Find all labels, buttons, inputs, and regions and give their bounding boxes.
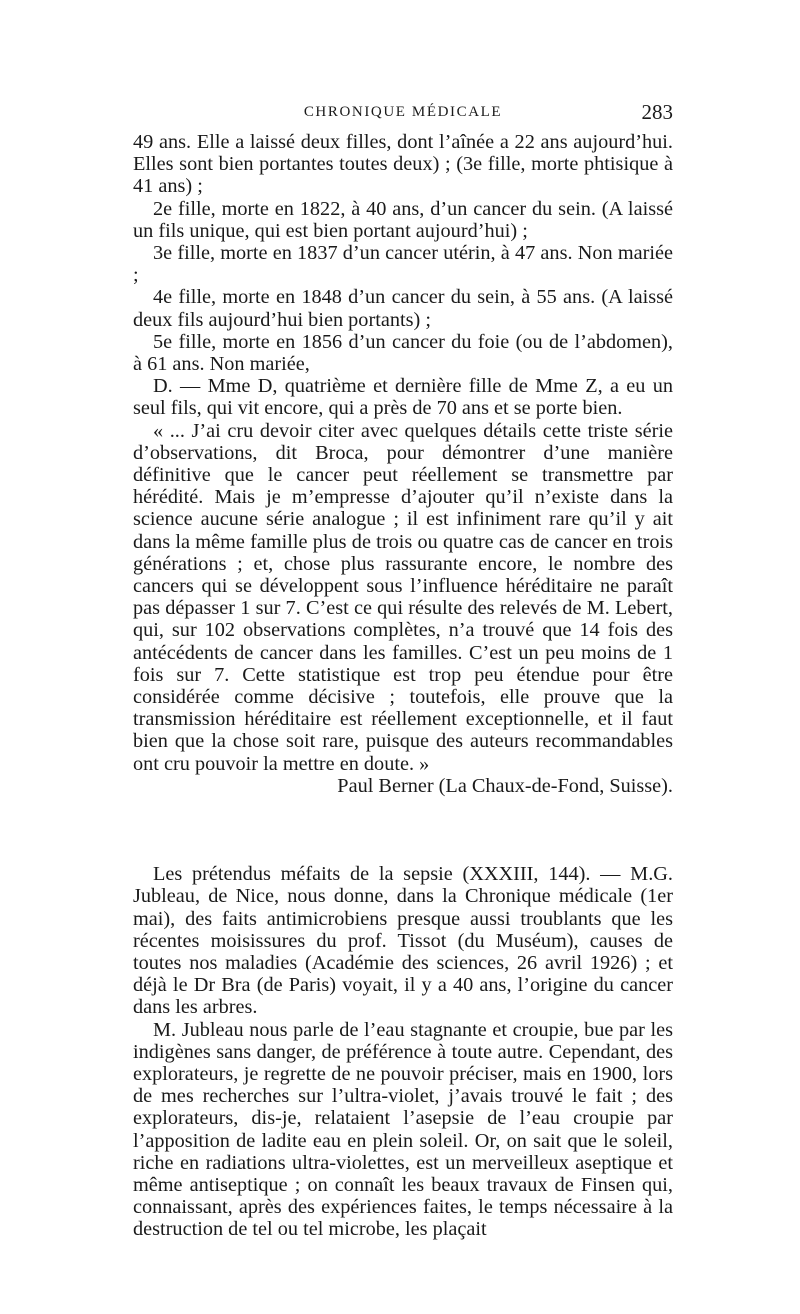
paragraph-jubleau: M. Jubleau nous parle de l’eau stagnante et croupie, bue par les indigènes sans danger, de préférence à toute autre. Cependant, des explorateurs, je regrette de ne pouvoir préciser, mais en 1900, lors de mes recherches sur l’ultra-violet, j’avais trouvé le fait ; des explorateurs, dis-je, relataient l’asepsie de l’eau croupie par l’apposition de ladite eau en plein soleil. Or, on sait que le soleil, riche en radiations ultra-violettes, est un merveilleux aseptique et même antiseptique ; on connaît les beaux travaux de Finsen qui, connaissant, après des expériences faites, le temps nécessaire à la destruction de tel ou tel microbe, les plaçait: [133, 1018, 673, 1241]
paragraph-fourth-daughter: 4e fille, morte en 1848 d’un cancer du sein, à 55 ans. (A laissé deux fils aujourd’hui bien portants) ;: [133, 286, 673, 331]
paragraph-third-daughter: 3e fille, morte en 1837 d’un cancer utérin, à 47 ans. Non mariée ;: [133, 242, 673, 287]
page-header: [133, 100, 673, 126]
section-gap: [133, 797, 673, 863]
paragraph-sepsie-heading: Les prétendus méfaits de la sepsie (XXXIII, 144). — M.G. Jubleau, de Nice, nous donne, dans la Chronique médicale (1er mai), des faits antimicrobiens presque aussi troublants que les récentes moisissures du prof. Tissot (du Muséum), causes de toutes nos maladies (Académie des sciences, 26 avril 1926) ; et déjà le Dr Bra (de Paris) voyait, il y a 40 ans, l’origine du cancer dans les arbres.: [133, 863, 673, 1019]
paragraph-fifth-daughter: 5e fille, morte en 1856 d’un cancer du foie (ou de l’abdomen), à 61 ans. Non mariée,: [133, 330, 673, 376]
signature: Paul Berner (La Chaux-de-Fond, Suisse).: [337, 774, 673, 797]
paragraph-continuation: 49 ans. Elle a laissé deux filles, dont l’aînée a 22 ans aujourd’hui. Elles sont bien portantes toutes deux) ; (3e fille, morte phtisique à 41 ans) ;: [133, 131, 673, 198]
page-body: [133, 131, 673, 1241]
paragraph-second-daughter: 2e fille, morte en 1822, à 40 ans, d’un cancer du sein. (A laissé un fils unique, qui est bien portant aujourd’hui) ;: [133, 197, 673, 242]
page-number: 283: [641, 100, 673, 124]
running-title: CHRONIQUE MÉDICALE: [303, 104, 503, 120]
paragraph-broca-quote: « ... J’ai cru devoir citer avec quelques détails cette triste série d’observations, dit Broca, pour démontrer d’une manière définitive que le cancer peut réellement se transmettre par hérédité. Mais je m’empresse d’ajouter qu’il n’existe dans la science aucune série analogue ; il est infiniment rare qu’il y ait dans la même famille plus de trois ou quatre cas de cancer en trois générations ; et, chose plus rassurante encore, le nombre des cancers qui se développent sous l’influence héréditaire ne paraît pas dépasser 1 sur 7. C’est ce qui résulte des relevés de M. Lebert, qui, sur 102 observations complètes, n’a trouvé que 14 fois des antécédents de cancer dans les familles. C’est un peu moins de 1 fois sur 7. Cette statistique est trop peu étendue pour être considérée comme décisive ; toutefois, elle prouve que la transmission héréditaire est réellement exceptionnelle, et il faut bien que la chose soit rare, puisque des auteurs recommandables ont cru pouvoir la mettre en doute. »: [133, 419, 673, 775]
paragraph-mme-d: D. — Mme D, quatrième et dernière fille de Mme Z, a eu un seul fils, qui vit encore, qui a près de 70 ans et se porte bien.: [133, 375, 673, 420]
